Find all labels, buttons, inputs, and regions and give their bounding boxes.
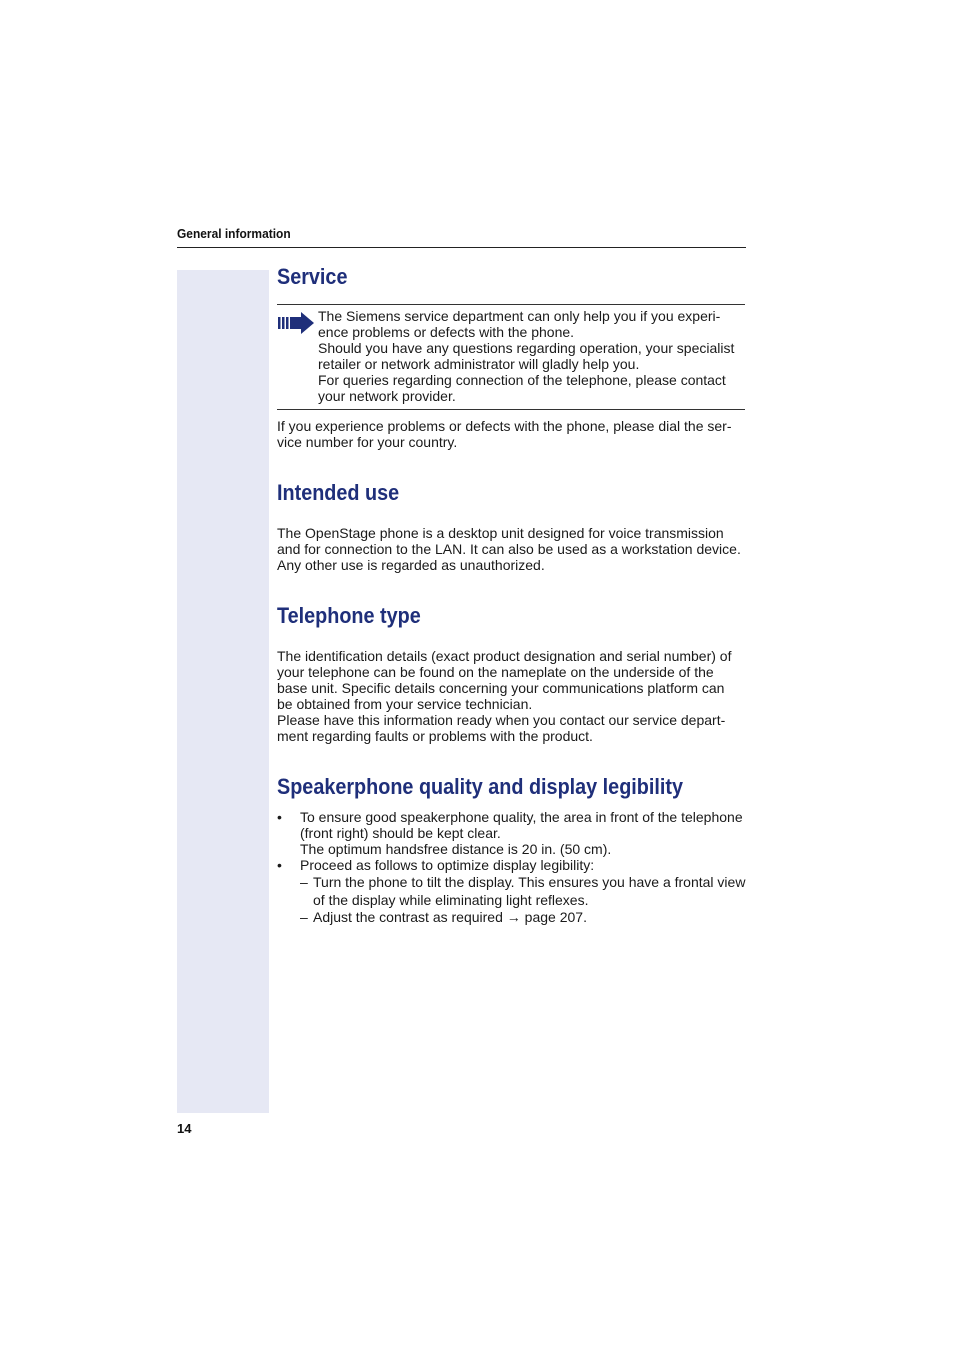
text-line: vice number for your country. xyxy=(277,434,458,450)
text-line: be obtained from your service technician. xyxy=(277,696,533,712)
margin-bar xyxy=(177,270,269,1113)
page-content xyxy=(277,262,747,925)
section-title-speakerphone: Speakerphone quality and display legibility xyxy=(277,774,683,799)
section-service xyxy=(277,262,747,450)
note-line: The Siemens service department can only help you if you experi- xyxy=(318,308,721,324)
header-rule xyxy=(177,247,746,248)
text-line: base unit. Specific details concerning your communications platform can xyxy=(277,680,725,696)
note-text xyxy=(318,308,745,404)
text-line: The identification details (exact product designation and serial number) of xyxy=(277,648,732,664)
section-telephone-type xyxy=(277,601,747,744)
dash-list xyxy=(300,873,747,925)
text-line: of the display while eliminating light reflexes. xyxy=(313,892,589,908)
telephone-type-paragraph xyxy=(277,648,747,744)
bullet-list xyxy=(277,809,747,925)
service-paragraph xyxy=(277,418,747,450)
text-line: ment regarding faults or problems with the product. xyxy=(277,728,593,744)
note-line: For queries regarding connection of the telephone, please contact xyxy=(318,372,726,388)
page-number: 14 xyxy=(177,1121,192,1136)
list-item xyxy=(300,873,747,909)
list-item xyxy=(300,909,747,925)
section-intended-use xyxy=(277,478,747,573)
note-line: Should you have any questions regarding operation, your specialist xyxy=(318,340,735,356)
text-line: If you experience problems or defects with the phone, please dial the ser- xyxy=(277,418,732,434)
page-ref-arrow-icon: → xyxy=(506,909,521,925)
running-head: General information xyxy=(177,226,291,241)
list-item xyxy=(277,809,747,857)
note-line: retailer or network administrator will gladly help you. xyxy=(318,356,640,372)
text-line: The OpenStage phone is a desktop unit designed for voice transmission xyxy=(277,525,724,541)
text-line: The optimum handsfree distance is 20 in. (50 cm). xyxy=(300,841,612,857)
text-line: and for connection to the LAN. It can also be used as a workstation device. xyxy=(277,541,741,557)
section-title-service: Service xyxy=(277,264,348,289)
text-line: • To ensure good speakerphone quality, the area in front of the telephone xyxy=(300,809,743,825)
arrow-right-icon xyxy=(277,311,315,335)
text-line: Adjust the contrast as required xyxy=(313,909,503,925)
section-title-telephone-type: Telephone type xyxy=(277,603,421,628)
text-line: • Proceed as follows to optimize display legibility: xyxy=(300,857,595,873)
section-speakerphone xyxy=(277,772,747,925)
note-line: ence problems or defects with the phone. xyxy=(318,324,575,340)
page-reference-link[interactable]: page 207. xyxy=(524,909,587,925)
list-item xyxy=(277,857,747,925)
section-title-intended-use: Intended use xyxy=(277,480,400,505)
text-line: (front right) should be kept clear. xyxy=(300,825,501,841)
text-line: your telephone can be found on the nameplate on the underside of the xyxy=(277,664,714,680)
note-line: your network provider. xyxy=(318,388,456,404)
text-line: Any other use is regarded as unauthorized. xyxy=(277,557,545,573)
note-box xyxy=(277,304,745,410)
intended-use-paragraph xyxy=(277,525,747,573)
text-line: Please have this information ready when you contact our service depart- xyxy=(277,712,726,728)
text-line: – Turn the phone to tilt the display. This ensures you have a frontal view xyxy=(313,874,746,890)
